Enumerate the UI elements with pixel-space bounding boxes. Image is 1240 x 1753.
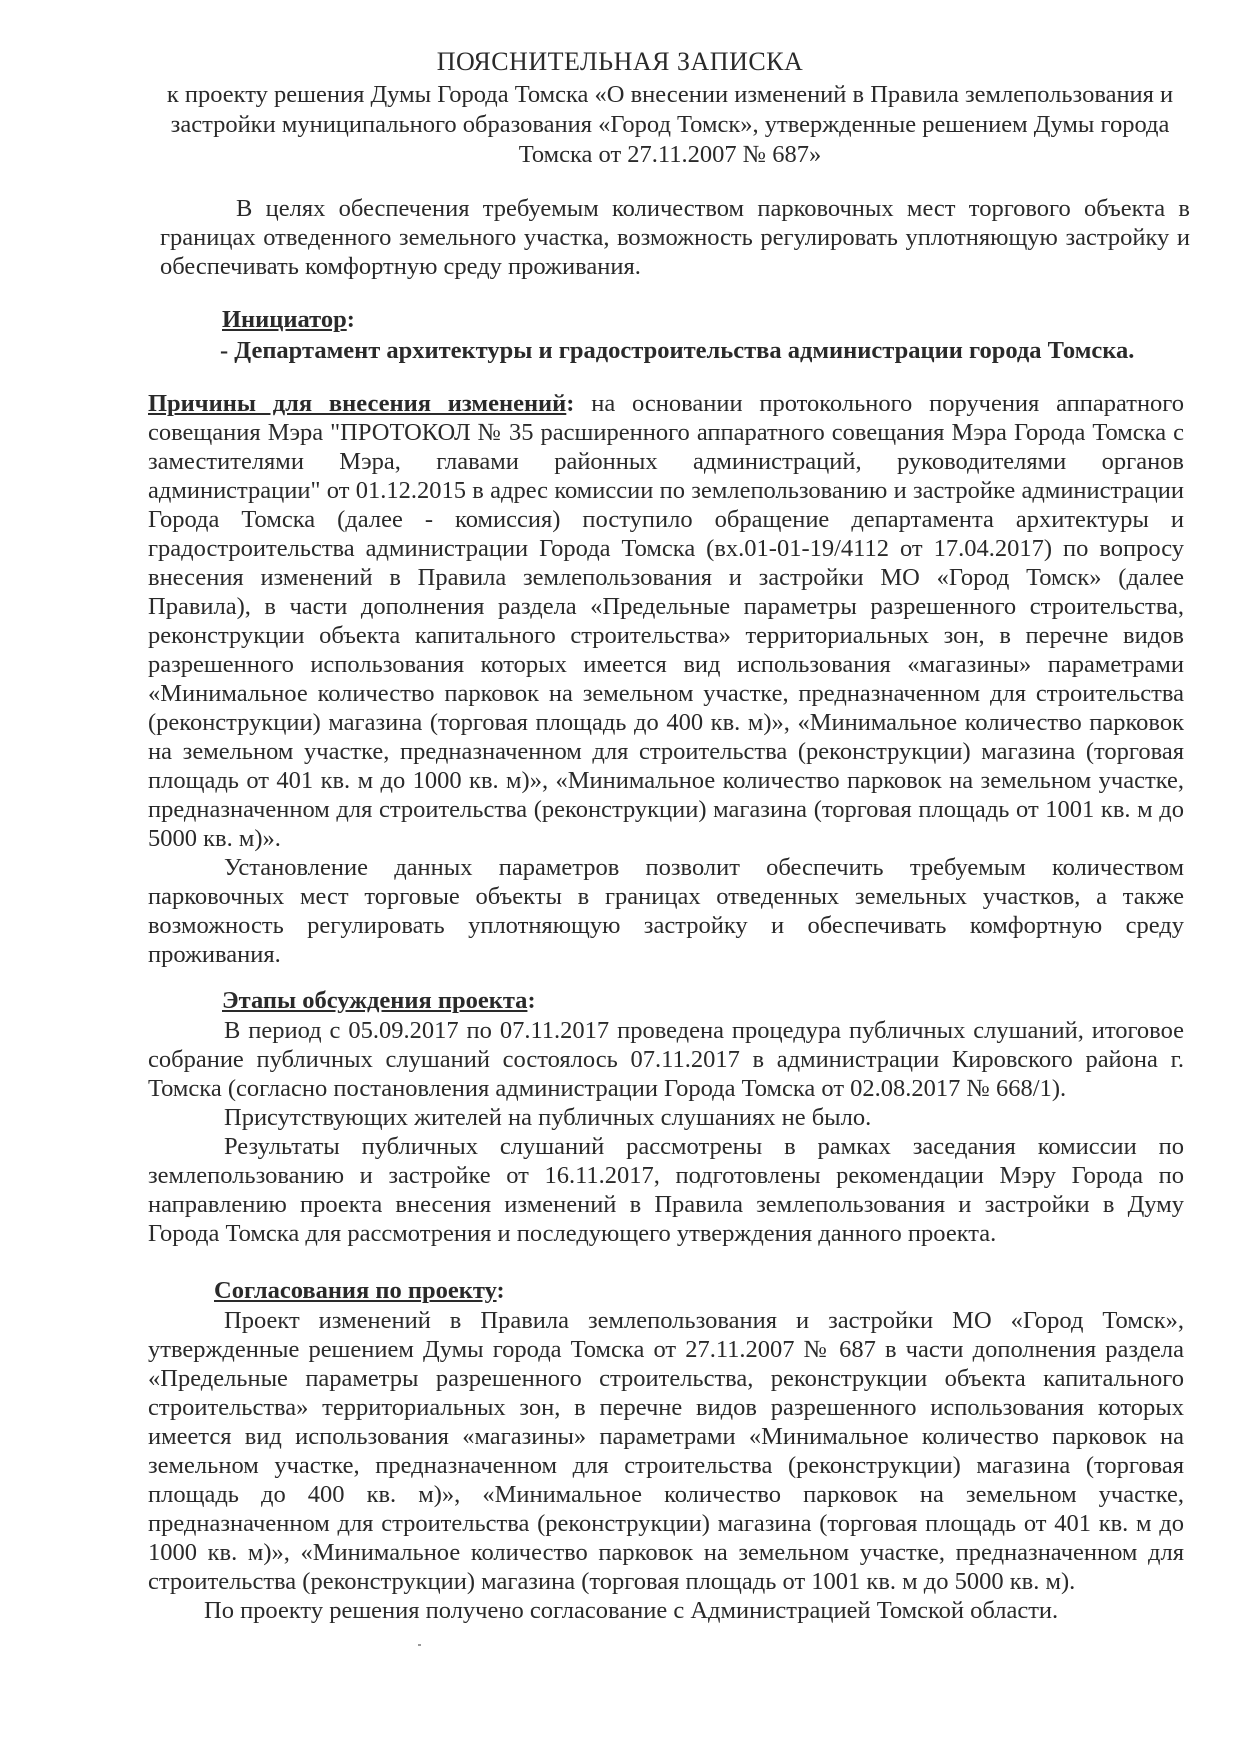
stages-paragraph-2: Присутствующих жителей на публичных слушаниях не было.: [224, 1104, 872, 1131]
approvals-paragraph-2: По проекту решения получено согласование с Администрацией Томской области.: [204, 1597, 1059, 1624]
reasons-text: на основании протокольного поручения аппаратного совещания Мэра "ПРОТОКОЛ № 35 расширенного аппаратного совещания Мэра Города Томска с заместителями Мэра, главами районных администраций, руководителями органов администрации" от 01.12.2015 в адрес комиссии по землепользованию и застройке администрации Города Томска (далее - комиссия) поступило обращение департамента архитектуры и градостроительства администрации Города Томска (вх.01-01-19/4112 от 17.04.2017) по вопросу внесения изменений в Правила землепользования и застройки МО «Город Томск» (далее Правила), в части дополнения раздела «Предельные параметры разрешенного строительства, реконструкции объекта капитального строительства» территориальных зон, в перечне видов разрешенного использования которых имеется вид использования «магазины» параметрами «Минимальное количество парковок на земельном участке, предназначенном для строительства (реконструкции) магазина (торговая площадь до 400 кв. м)», «Минимальное количество парковок на земельном участке, предназначенном для строительства (реконструкции) магазина (торговая площадь от 401 кв. м до 1000 кв. м)», «Минимальное количество парковок на земельном участке, предназначенном для строительства (реконструкции) магазина (торговая площадь от 1001 кв. м до 5000 кв. м)».: [148, 390, 1184, 852]
reasons-paragraph: [148, 389, 1184, 853]
stages-section: [148, 1016, 1184, 1248]
initiator-heading-text: Инициатор: [222, 306, 347, 333]
stages-paragraph-3: Результаты публичных слушаний рассмотрены в рамках заседания комиссии по землепользованию и застройке от 16.11.2017, подготовлены рекомендации Мэру Города по направлению проекта внесения изменений в Правила землепользования и застройки в Думу Города Томска для рассмотрения и последующего утверждения данного проекта.: [148, 1133, 1184, 1247]
reasons-followup: Установление данных параметров позволит обеспечить требуемым количеством парковочных мест торговые объекты в границах отведенных земельных участков, а также возможность регулировать уплотняющую застройку и обеспечивать комфортную среду проживания.: [148, 854, 1184, 968]
approvals-heading: [214, 1276, 505, 1306]
stages-paragraph-1: В период с 05.09.2017 по 07.11.2017 проведена процедура публичных слушаний, итоговое собрание публичных слушаний состоялось 07.11.2017 в администрации Кировского района г. Томска (согласно постановления администрации Города Томска от 02.08.2017 № 668/1).: [148, 1017, 1184, 1102]
initiator-heading-colon: :: [346, 306, 355, 333]
reasons-heading: Причины для внесения изменений: [148, 390, 567, 417]
stages-heading-text: Этапы обсуждения проекта: [222, 987, 528, 1014]
document-title: ПОЯСНИТЕЛЬНАЯ ЗАПИСКА: [436, 47, 804, 76]
reasons-heading-colon: :: [566, 390, 575, 417]
approvals-heading-text: Согласования по проекту: [214, 1277, 497, 1304]
approvals-paragraph-1: Проект изменений в Правила землепользования и застройки МО «Город Томск», утвержденные решением Думы города Томска от 27.11.2007 № 687 в части дополнения раздела «Предельные параметры разрешенного строительства, реконструкции объекта капитального строительства» территориальных зон, в перечне видов разрешенного использования которых имеется вид использования «магазины» параметрами «Минимальное количество парковок на земельном участке, предназначенном для строительства (реконструкции) магазина (торговая площадь до 400 кв. м)», «Минимальное количество парковок на земельном участке, предназначенном для строительства (реконструкции) магазина (торговая площадь от 401 кв. м до 1000 кв. м)», «Минимальное количество парковок на земельном участке, предназначенном для строительства (реконструкции) магазина (торговая площадь от 1001 кв. м до 5000 кв. м).: [148, 1307, 1184, 1595]
intro-paragraph: В целях обеспечения требуемым количеством парковочных мест торгового объекта в границах отведенного земельного участка, возможность регулировать уплотняющую застройку и обеспечивать комфортную среду проживания.: [160, 195, 1190, 280]
approvals-section: [148, 1306, 1184, 1625]
initiator-name: - Департамент архитектуры и градостроительства администрации города Томска.: [220, 337, 1135, 364]
reasons-section: [148, 389, 1184, 969]
approvals-heading-colon: :: [496, 1277, 505, 1304]
scan-mark: [418, 1644, 421, 1646]
stages-heading-colon: :: [527, 987, 536, 1014]
document-subtitle: к проекту решения Думы Города Томска «О внесении изменений в Правила землепользования и застройки муниципального образования «Город Томск», утвержденные решением Думы города Томска от 27.11.2007 № 687»: [166, 81, 1174, 168]
stages-heading: [222, 986, 536, 1016]
initiator-heading: [222, 305, 355, 335]
